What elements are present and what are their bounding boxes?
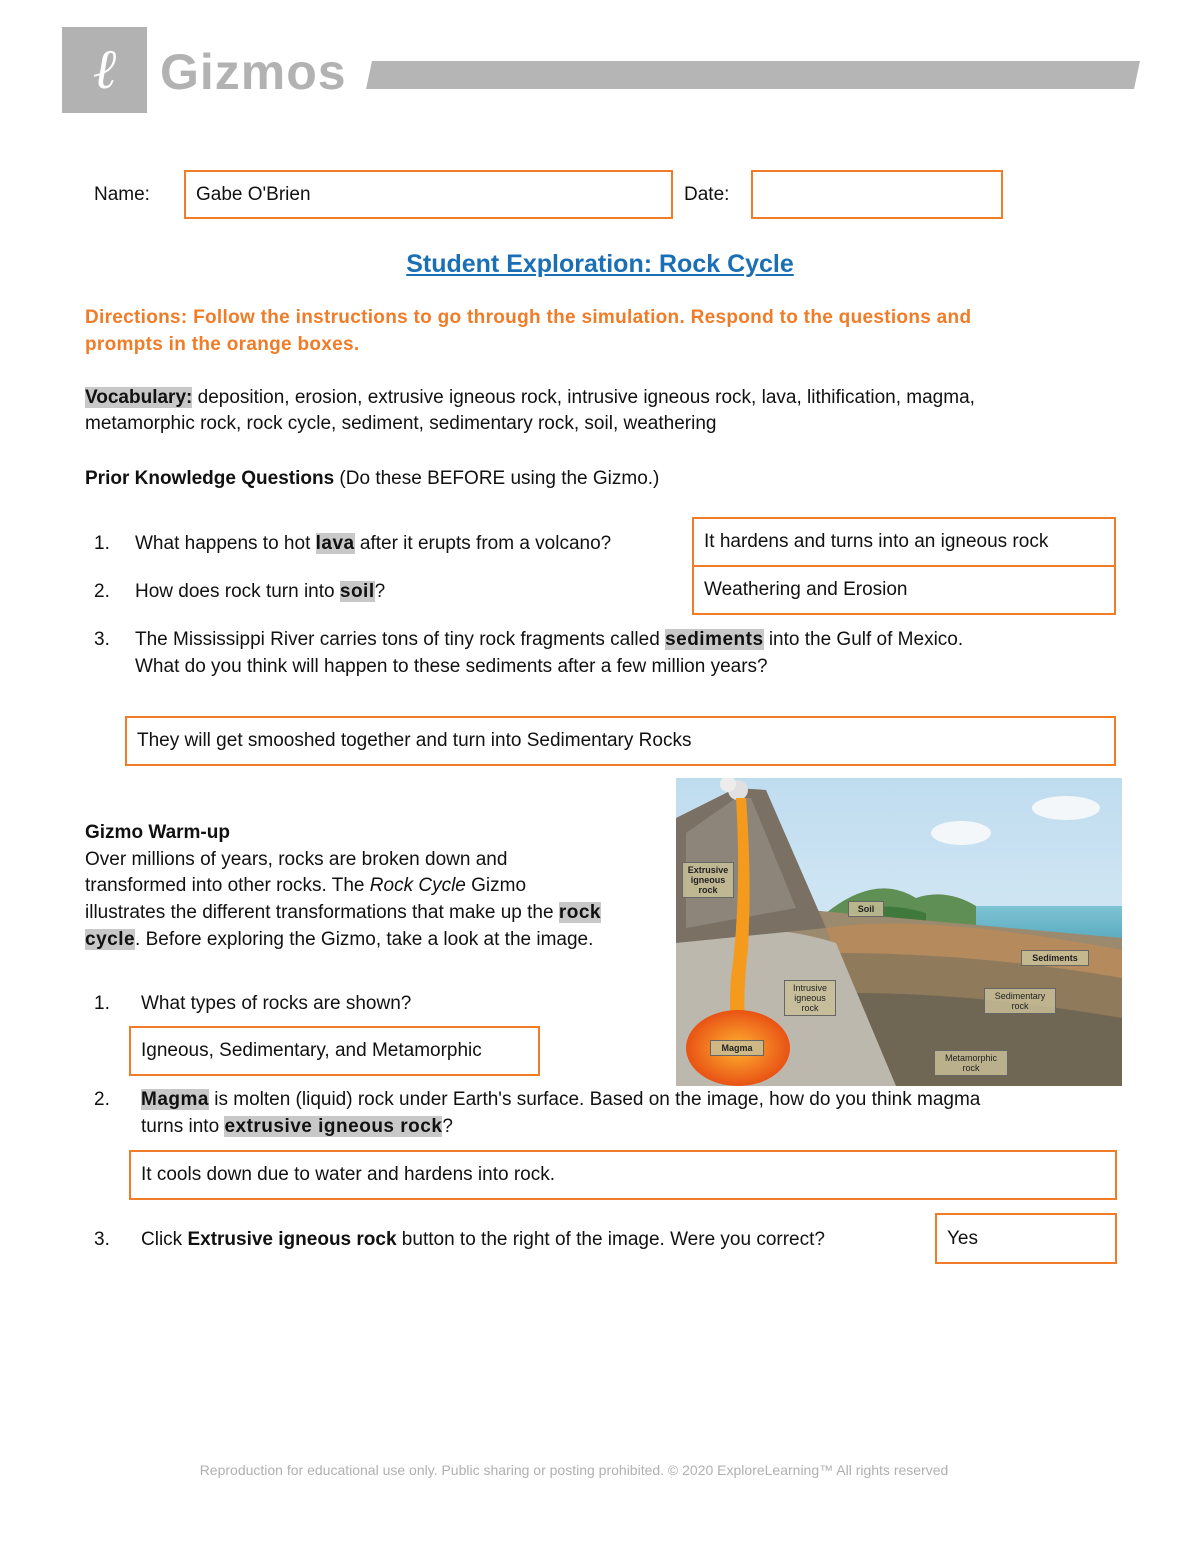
prior-note: (Do these BEFORE using the Gizmo.) xyxy=(334,468,660,489)
rock-cycle-image xyxy=(676,778,1122,1086)
prior-q2-text xyxy=(135,579,385,605)
warmup-q3-post: button to the right of the image. Were you correct? xyxy=(396,1229,825,1250)
prior-q2-term: soil xyxy=(339,581,375,602)
warmup-q2-term1: Magma xyxy=(141,1089,209,1110)
prior-q1-pre: What happens to hot xyxy=(135,533,316,554)
page-title: Student Exploration: Rock Cycle xyxy=(406,250,794,278)
warmup-q1-answer: Igneous, Sedimentary, and Metamorphic xyxy=(141,1040,482,1061)
label-sediments: Sediments xyxy=(1021,950,1089,966)
prior-q2-post: ? xyxy=(374,581,386,602)
name-value: Gabe O'Brien xyxy=(196,183,311,205)
prior-q3-term: sediments xyxy=(665,629,764,650)
warmup-p-line1: Over millions of years, rocks are broken down and xyxy=(85,849,508,870)
prior-q2-answer: Weathering and Erosion xyxy=(704,579,908,600)
vocabulary-label: Vocabulary: xyxy=(85,387,193,408)
vocabulary-line1 xyxy=(85,385,975,411)
brand-name: Gizmos xyxy=(160,44,347,100)
warmup-q3-answer-box[interactable] xyxy=(935,1213,1117,1264)
warmup-q3-bold: Extrusive igneous rock xyxy=(187,1229,397,1250)
warmup-q2-line2-pre: turns into xyxy=(141,1116,225,1137)
warmup-q2-line1 xyxy=(141,1087,980,1113)
prior-heading-text: Prior Knowledge Questions xyxy=(85,468,335,489)
warmup-q2-term2: extrusive igneous rock xyxy=(224,1116,443,1137)
warmup-q3-text xyxy=(141,1227,825,1253)
warmup-q1-text: What types of rocks are shown? xyxy=(141,993,412,1014)
prior-q1-post: after it erupts from a volcano? xyxy=(354,533,612,554)
warmup-p2-em: Rock Cycle xyxy=(369,875,466,896)
prior-q2-pre: How does rock turn into xyxy=(135,581,340,602)
directions-line2: prompts in the orange boxes. xyxy=(85,334,360,355)
logo-badge xyxy=(62,27,147,113)
prior-q1-term: lava xyxy=(315,533,355,554)
prior-q3-answer-box[interactable] xyxy=(125,716,1116,766)
warmup-q2-line2 xyxy=(141,1114,453,1140)
label-soil: Soil xyxy=(848,901,884,917)
header-bar xyxy=(366,61,1140,89)
prior-q3-line2: What do you think will happen to these sediments after a few million years? xyxy=(135,656,768,677)
prior-q3-pre: The Mississippi River carries tons of tiny rock fragments called xyxy=(135,629,666,650)
warmup-p3-term: rock xyxy=(558,902,601,923)
warmup-q3-answer: Yes xyxy=(947,1227,978,1249)
warmup-p2-pre: transformed into other rocks. The xyxy=(85,875,370,896)
prior-q1-answer-box[interactable] xyxy=(692,517,1116,567)
warmup-p-line3 xyxy=(85,900,601,926)
warmup-q3-pre: Click xyxy=(141,1229,188,1250)
warmup-q2-mid: is molten (liquid) rock under Earth's surface. Based on the image, how do you think magma xyxy=(208,1089,981,1110)
warmup-p4-post: . Before exploring the Gizmo, take a look at the image. xyxy=(135,929,594,950)
prior-q2-answer-box[interactable] xyxy=(692,565,1116,615)
prior-q3-post: into the Gulf of Mexico. xyxy=(763,629,964,650)
warmup-heading: Gizmo Warm-up xyxy=(85,822,230,843)
warmup-p-line2 xyxy=(85,873,526,899)
warmup-q2-num: 2. xyxy=(94,1089,110,1110)
label-sedimentary: Sedimentary rock xyxy=(984,988,1056,1014)
vocabulary-terms-1: deposition, erosion, extrusive igneous rock, intrusive igneous rock, lava, lithification, magma, xyxy=(192,387,975,408)
warmup-q3-num: 3. xyxy=(94,1229,110,1250)
prior-q1-num: 1. xyxy=(94,533,110,554)
prior-q3-answer: They will get smooshed together and turn into Sedimentary Rocks xyxy=(137,730,692,751)
name-field[interactable] xyxy=(184,170,673,219)
prior-q1-answer: It hardens and turns into an igneous rock xyxy=(704,531,1049,552)
label-intrusive: Intrusive igneous rock xyxy=(784,980,836,1016)
warmup-p3-pre: illustrates the different transformations that make up the xyxy=(85,902,559,923)
warmup-q2-answer-box[interactable] xyxy=(129,1150,1117,1200)
date-label: Date: xyxy=(684,184,730,205)
prior-q2-num: 2. xyxy=(94,581,110,602)
name-label: Name: xyxy=(94,184,150,205)
label-metamorphic: Metamorphic rock xyxy=(934,1050,1008,1076)
warmup-p4-term: cycle xyxy=(85,929,136,950)
warmup-p-line4 xyxy=(85,927,593,953)
directions-line1: Directions: Follow the instructions to go through the simulation. Respond to the questions and xyxy=(85,307,972,328)
warmup-p2-post: Gizmo xyxy=(465,875,527,896)
warmup-q1-num: 1. xyxy=(94,993,110,1014)
warmup-q1-answer-box[interactable] xyxy=(129,1026,540,1076)
logo-glyph: ℓ xyxy=(92,37,117,102)
prior-q1-text xyxy=(135,531,611,557)
warmup-q2-answer: It cools down due to water and hardens into rock. xyxy=(141,1164,556,1185)
prior-q3-num: 3. xyxy=(94,629,110,650)
vocabulary-line2: metamorphic rock, rock cycle, sediment, sedimentary rock, soil, weathering xyxy=(85,413,717,434)
date-field[interactable] xyxy=(751,170,1003,219)
label-extrusive: Extrusive igneous rock xyxy=(682,862,734,898)
footer-notice: Reproduction for educational use only. Public sharing or posting prohibited. © 2020 ExploreLearning™ All rights reserved xyxy=(199,1462,949,1478)
warmup-q2-line2-post: ? xyxy=(442,1116,453,1137)
prior-heading xyxy=(85,466,659,492)
prior-q3-text xyxy=(135,627,963,653)
label-magma: Magma xyxy=(710,1040,764,1056)
